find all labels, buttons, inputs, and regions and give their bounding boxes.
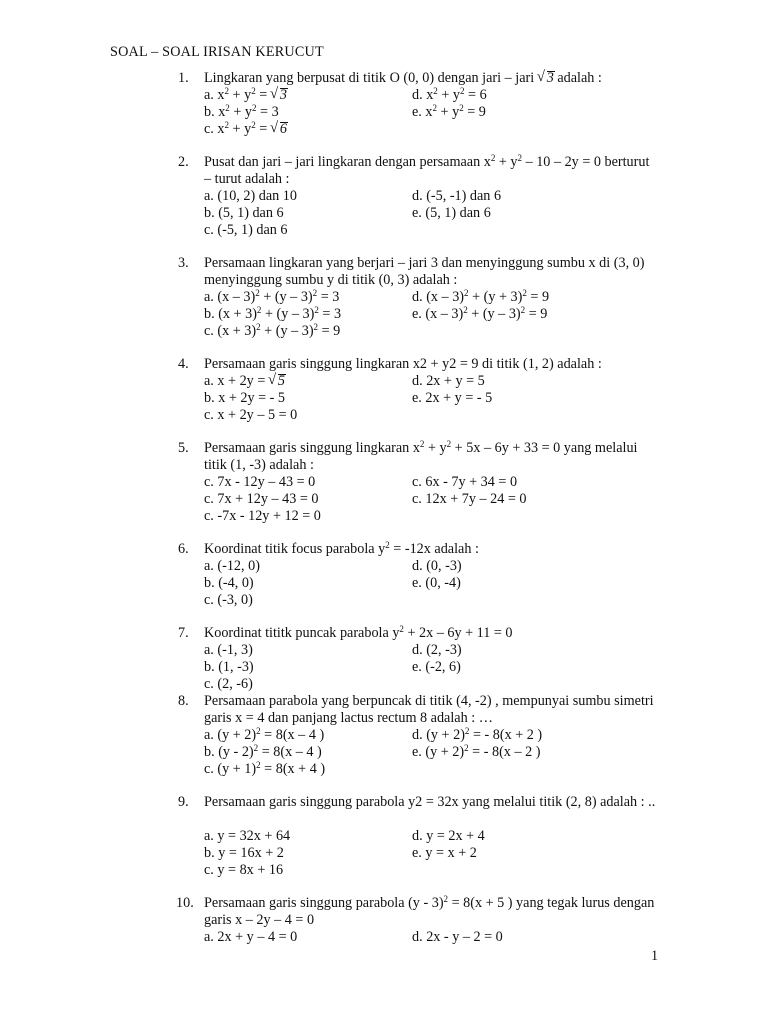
answer-option: b. (y - 2)$^2$ = 8(x – 4 ) bbox=[204, 743, 322, 760]
answer-option: e. 2x + y = - 5 bbox=[412, 390, 493, 406]
answer-option: c. (-5, 1) dan 6 bbox=[204, 222, 288, 238]
question-text: Persamaan garis singgung parabola y2 = 32x yang melalui titik (2, 8) adalah : .. bbox=[204, 794, 656, 810]
answer-option bbox=[412, 323, 674, 340]
answer-option: d. (2, -3) bbox=[412, 642, 462, 658]
question-text: Persamaan garis singgung lingkaran x2 + y2 = 9 di titik (1, 2) adalah : bbox=[204, 356, 602, 372]
answer-option: d. 2x - y – 2 = 0 bbox=[412, 929, 503, 945]
square-root: √ 3 bbox=[271, 87, 287, 104]
answer-option bbox=[412, 508, 674, 525]
answer-option: a. (-12, 0) bbox=[204, 558, 260, 574]
question-text: Koordinat tititk puncak parabola $y^2 + 2x - 6y + 11 = 0$ bbox=[204, 624, 513, 641]
answer-options bbox=[204, 828, 674, 879]
question-number: 2. bbox=[178, 154, 189, 170]
answer-option: b. (5, 1) dan 6 bbox=[204, 205, 284, 221]
answer-option: d. 2x + y = 5 bbox=[412, 373, 485, 389]
answer-option: e. (-2, 6) bbox=[412, 659, 461, 675]
answer-option: b. y = 16x + 2 bbox=[204, 845, 284, 861]
answer-options bbox=[204, 558, 674, 609]
answer-option: c. $x^2 + y^2$ = √ 6 bbox=[204, 121, 412, 138]
answer-option: c. (2, -6) bbox=[204, 676, 253, 692]
question-text: Persamaan parabola yang berpuncak di titik (4, -2) , mempunyai sumbu simetri garis x = 4 dan panjang lactus rectum 8 adalah : … bbox=[204, 693, 654, 726]
answer-option: b. (-4, 0) bbox=[204, 575, 254, 591]
answer-option: e. (5, 1) dan 6 bbox=[412, 205, 491, 221]
answer-option: b. x + 2y = - 5 bbox=[204, 390, 286, 406]
answer-option bbox=[412, 676, 674, 693]
question-text: Pusat dan jari – jari lingkaran dengan persamaan $x^2 + y^2 - 10 - 2y = 0$ berturut – turut adalah : bbox=[204, 153, 650, 187]
answer-option: a. (-1, 3) bbox=[204, 642, 253, 658]
question-number: 4. bbox=[178, 356, 189, 372]
answer-option: c. $(y + 1)^2 = 8(x + 4$ ) bbox=[204, 760, 326, 777]
question-text: Persamaan lingkaran yang berjari – jari 3 dan menyinggung sumbu x di (3, 0) menyinggung sumbu y di titik (0, 3) adalah : bbox=[204, 255, 645, 288]
answer-option: a. y = 32x + 64 bbox=[204, 828, 291, 844]
answer-option: a. (x – 3)$^2$ + (y – 3)$^2$ = 3 bbox=[204, 288, 340, 305]
question-number: 8. bbox=[178, 693, 189, 709]
answer-option: c. 12x + 7y – 24 = 0 bbox=[412, 491, 527, 507]
question-number: 7. bbox=[178, 625, 189, 641]
page-number: 1 bbox=[651, 948, 659, 964]
answer-option: e. $(y + 2)^2$ = - 8(x – 2 ) bbox=[412, 743, 541, 760]
answer-option: b. $x^2 + y^2 = 3$ bbox=[204, 103, 279, 120]
answer-option: a. $(y + 2)^2 = 8(x - 4$ ) bbox=[204, 726, 325, 743]
question-number: 9. bbox=[178, 794, 189, 810]
question-number: 10. bbox=[176, 895, 194, 911]
answer-option: e. y = x + 2 bbox=[412, 845, 477, 861]
answer-option bbox=[412, 407, 674, 424]
answer-option: b. $(x + 3)^2 + (y - 3)^2 = 3$ bbox=[204, 305, 342, 322]
answer-options bbox=[204, 188, 674, 239]
answer-option: d. $(y + 2)^2$ = - 8(x + 2 ) bbox=[412, 726, 543, 743]
answer-options bbox=[204, 373, 674, 424]
answer-option: c. x + 2y – 5 = 0 bbox=[204, 407, 298, 423]
page-title: SOAL – SOAL IRISAN KERUCUT bbox=[110, 44, 324, 60]
question-number: 1. bbox=[178, 70, 189, 86]
answer-option bbox=[412, 592, 674, 609]
answer-option: d. (-5, -1) dan 6 bbox=[412, 188, 502, 204]
question-number: 6. bbox=[178, 541, 189, 557]
question-number: 3. bbox=[178, 255, 189, 271]
answer-options bbox=[204, 929, 674, 946]
answer-option: c. 7x - 12y – 43 = 0 bbox=[204, 474, 316, 490]
answer-option: c. -7x - 12y + 12 = 0 bbox=[204, 508, 321, 524]
answer-option bbox=[412, 761, 674, 778]
answer-option: d. y = 2x + 4 bbox=[412, 828, 485, 844]
answer-option bbox=[412, 862, 674, 879]
answer-options bbox=[204, 289, 674, 340]
answer-options bbox=[204, 727, 674, 778]
answer-option: b. (1, -3) bbox=[204, 659, 254, 675]
answer-option: a. $x^2 + y^2$ = √ 3 bbox=[204, 87, 412, 104]
square-root: √ 6 bbox=[271, 121, 287, 138]
square-root: √ 5 bbox=[269, 373, 285, 390]
answer-options bbox=[204, 642, 674, 693]
square-root: √ 3 bbox=[538, 70, 554, 87]
answer-option: d. $(x - 3)^2 + (y + 3)^2 = 9$ bbox=[412, 288, 550, 305]
answer-option: e. (x – 3)$^2$ + (y – 3)$^2$ = 9 bbox=[412, 305, 548, 322]
answer-option bbox=[412, 222, 674, 239]
answer-option: d. (0, -3) bbox=[412, 558, 462, 574]
answer-option: a. (10, 2) dan 10 bbox=[204, 188, 297, 204]
question-text: Persamaan garis singgung parabola (y - 3)$^2$ = 8(x + 5 ) yang tegak lurus dengan garis x – 2y – 4 = 0 bbox=[204, 894, 655, 928]
question-number: 5. bbox=[178, 440, 189, 456]
answer-option: c. (-3, 0) bbox=[204, 592, 253, 608]
answer-option: a. x + 2y = √ 5 bbox=[204, 373, 412, 390]
question-text: Persamaan garis singgung lingkaran $x^2 + y^2 + 5x - 6y + 33 = 0$ yang melalui titik (1, -3) adalah : bbox=[204, 439, 638, 473]
answer-option: c. y = 8x + 16 bbox=[204, 862, 284, 878]
answer-option: e. (0, -4) bbox=[412, 575, 461, 591]
answer-option bbox=[412, 121, 674, 138]
answer-option: c. $(x + 3)^2 + (y - 3)^2 = 9$ bbox=[204, 322, 341, 339]
answer-options bbox=[204, 87, 674, 138]
answer-option: e. $x^2 + y^2 = 9$ bbox=[412, 103, 486, 120]
answer-option: c. 7x + 12y – 43 = 0 bbox=[204, 491, 319, 507]
answer-options bbox=[204, 474, 674, 525]
answer-option: a. 2x + y – 4 = 0 bbox=[204, 929, 298, 945]
question-text: Lingkaran yang berpusat di titik O (0, 0) dengan jari – jari √ 3 adalah : bbox=[204, 70, 659, 87]
answer-option: c. 6x - 7y + 34 = 0 bbox=[412, 474, 518, 490]
question-text: Koordinat titik focus parabola $y^2 = -12x$ adalah : bbox=[204, 540, 479, 557]
answer-option: d. $x^2 + y^2 = 6$ bbox=[412, 86, 487, 103]
